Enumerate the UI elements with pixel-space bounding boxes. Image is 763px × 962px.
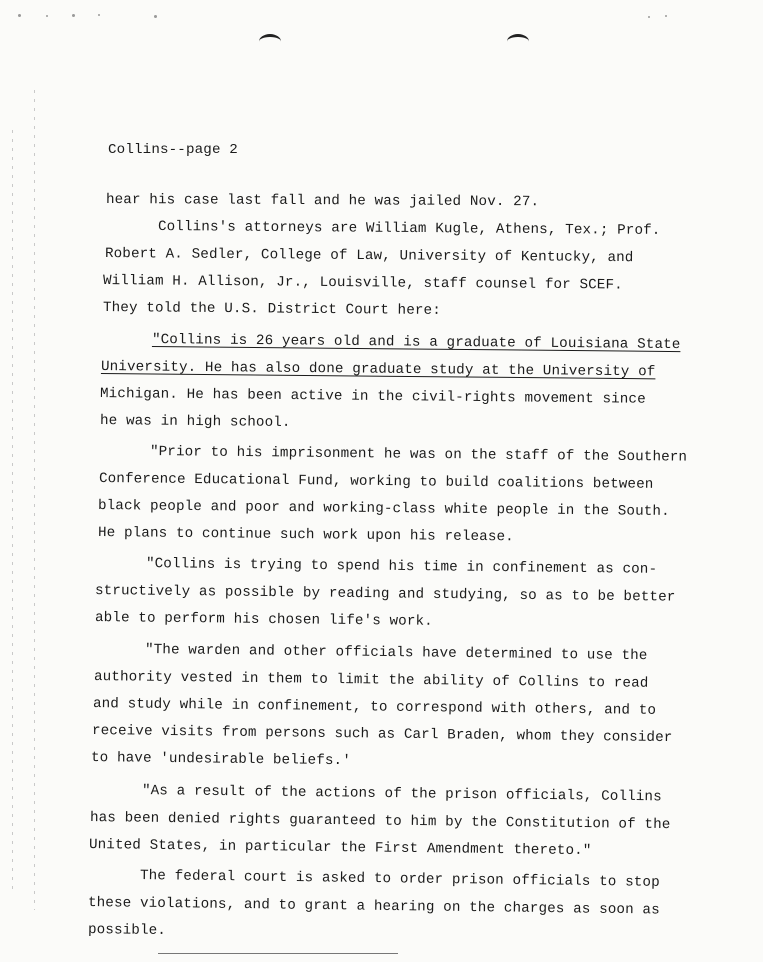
scan-speck <box>72 14 75 17</box>
body-line: Michigan. He has been active in the civil-rights movement since <box>99 386 646 408</box>
body-line: hear his case last fall and he was jailed Nov. 27. <box>105 192 540 211</box>
punch-hole-mark <box>259 34 281 49</box>
body-line: authority vested in them to limit the ability of Collins to read <box>93 669 649 692</box>
scan-speck <box>18 14 21 17</box>
page-header: Collins--page 2 <box>108 142 238 158</box>
body-line: "Collins is trying to spend his time in confinement as con- <box>145 556 658 578</box>
scan-speck <box>648 16 650 18</box>
body-line: to have 'undesirable beliefs.' <box>90 750 352 770</box>
bottom-edge-rule <box>158 953 398 954</box>
body-line: and study while in confinement, to correspond with others, and to <box>92 696 657 719</box>
body-line: black people and poor and working-class white people in the South. <box>97 498 670 520</box>
body-line: United States, in particular the First Amendment thereto." <box>88 837 592 860</box>
body-line: possible. <box>87 922 167 940</box>
body-line: Collins's attorneys are William Kugle, Athens, Tex.; Prof. <box>157 219 661 239</box>
body-line-underlined: "Collins is 26 years old and is a graduate of Louisiana State <box>151 332 681 354</box>
binding-edge-mark <box>12 130 13 890</box>
body-line: these violations, and to grant a hearing on the charges as soon as <box>87 895 660 919</box>
binding-edge-mark <box>34 90 35 910</box>
scan-speck <box>98 14 100 16</box>
scan-speck <box>665 15 667 17</box>
body-line: able to perform his chosen life's work. <box>94 610 433 630</box>
body-line: "Prior to his imprisonment he was on the staff of the Southern <box>149 444 688 466</box>
scan-speck <box>154 15 157 18</box>
body-line: he was in high school. <box>99 413 291 431</box>
body-line: "As a result of the actions of the prison officials, Collins <box>141 783 662 806</box>
scan-speck <box>46 15 48 17</box>
body-line-underlined: University. He has also done graduate study at the University of <box>100 359 656 381</box>
body-line: Conference Educational Fund, working to build coalitions between <box>98 471 654 493</box>
body-line: has been denied rights guaranteed to him by the Constitution of the <box>89 810 671 834</box>
body-line: structively as possible by reading and studying, so as to be better <box>94 583 676 606</box>
body-line: They told the U.S. District Court here: <box>102 300 441 319</box>
punch-hole-mark <box>507 34 529 49</box>
body-line: He plans to continue such work upon his release. <box>97 525 514 546</box>
body-line: William H. Allison, Jr., Louisville, staff counsel for SCEF. <box>102 273 623 294</box>
body-line: Robert A. Sedler, College of Law, University of Kentucky, and <box>104 246 634 267</box>
body-line: The federal court is asked to order prison officials to stop <box>139 868 660 891</box>
body-line: "The warden and other officials have determined to use the <box>144 642 648 665</box>
body-line: receive visits from persons such as Carl Braden, whom they consider <box>91 723 673 747</box>
